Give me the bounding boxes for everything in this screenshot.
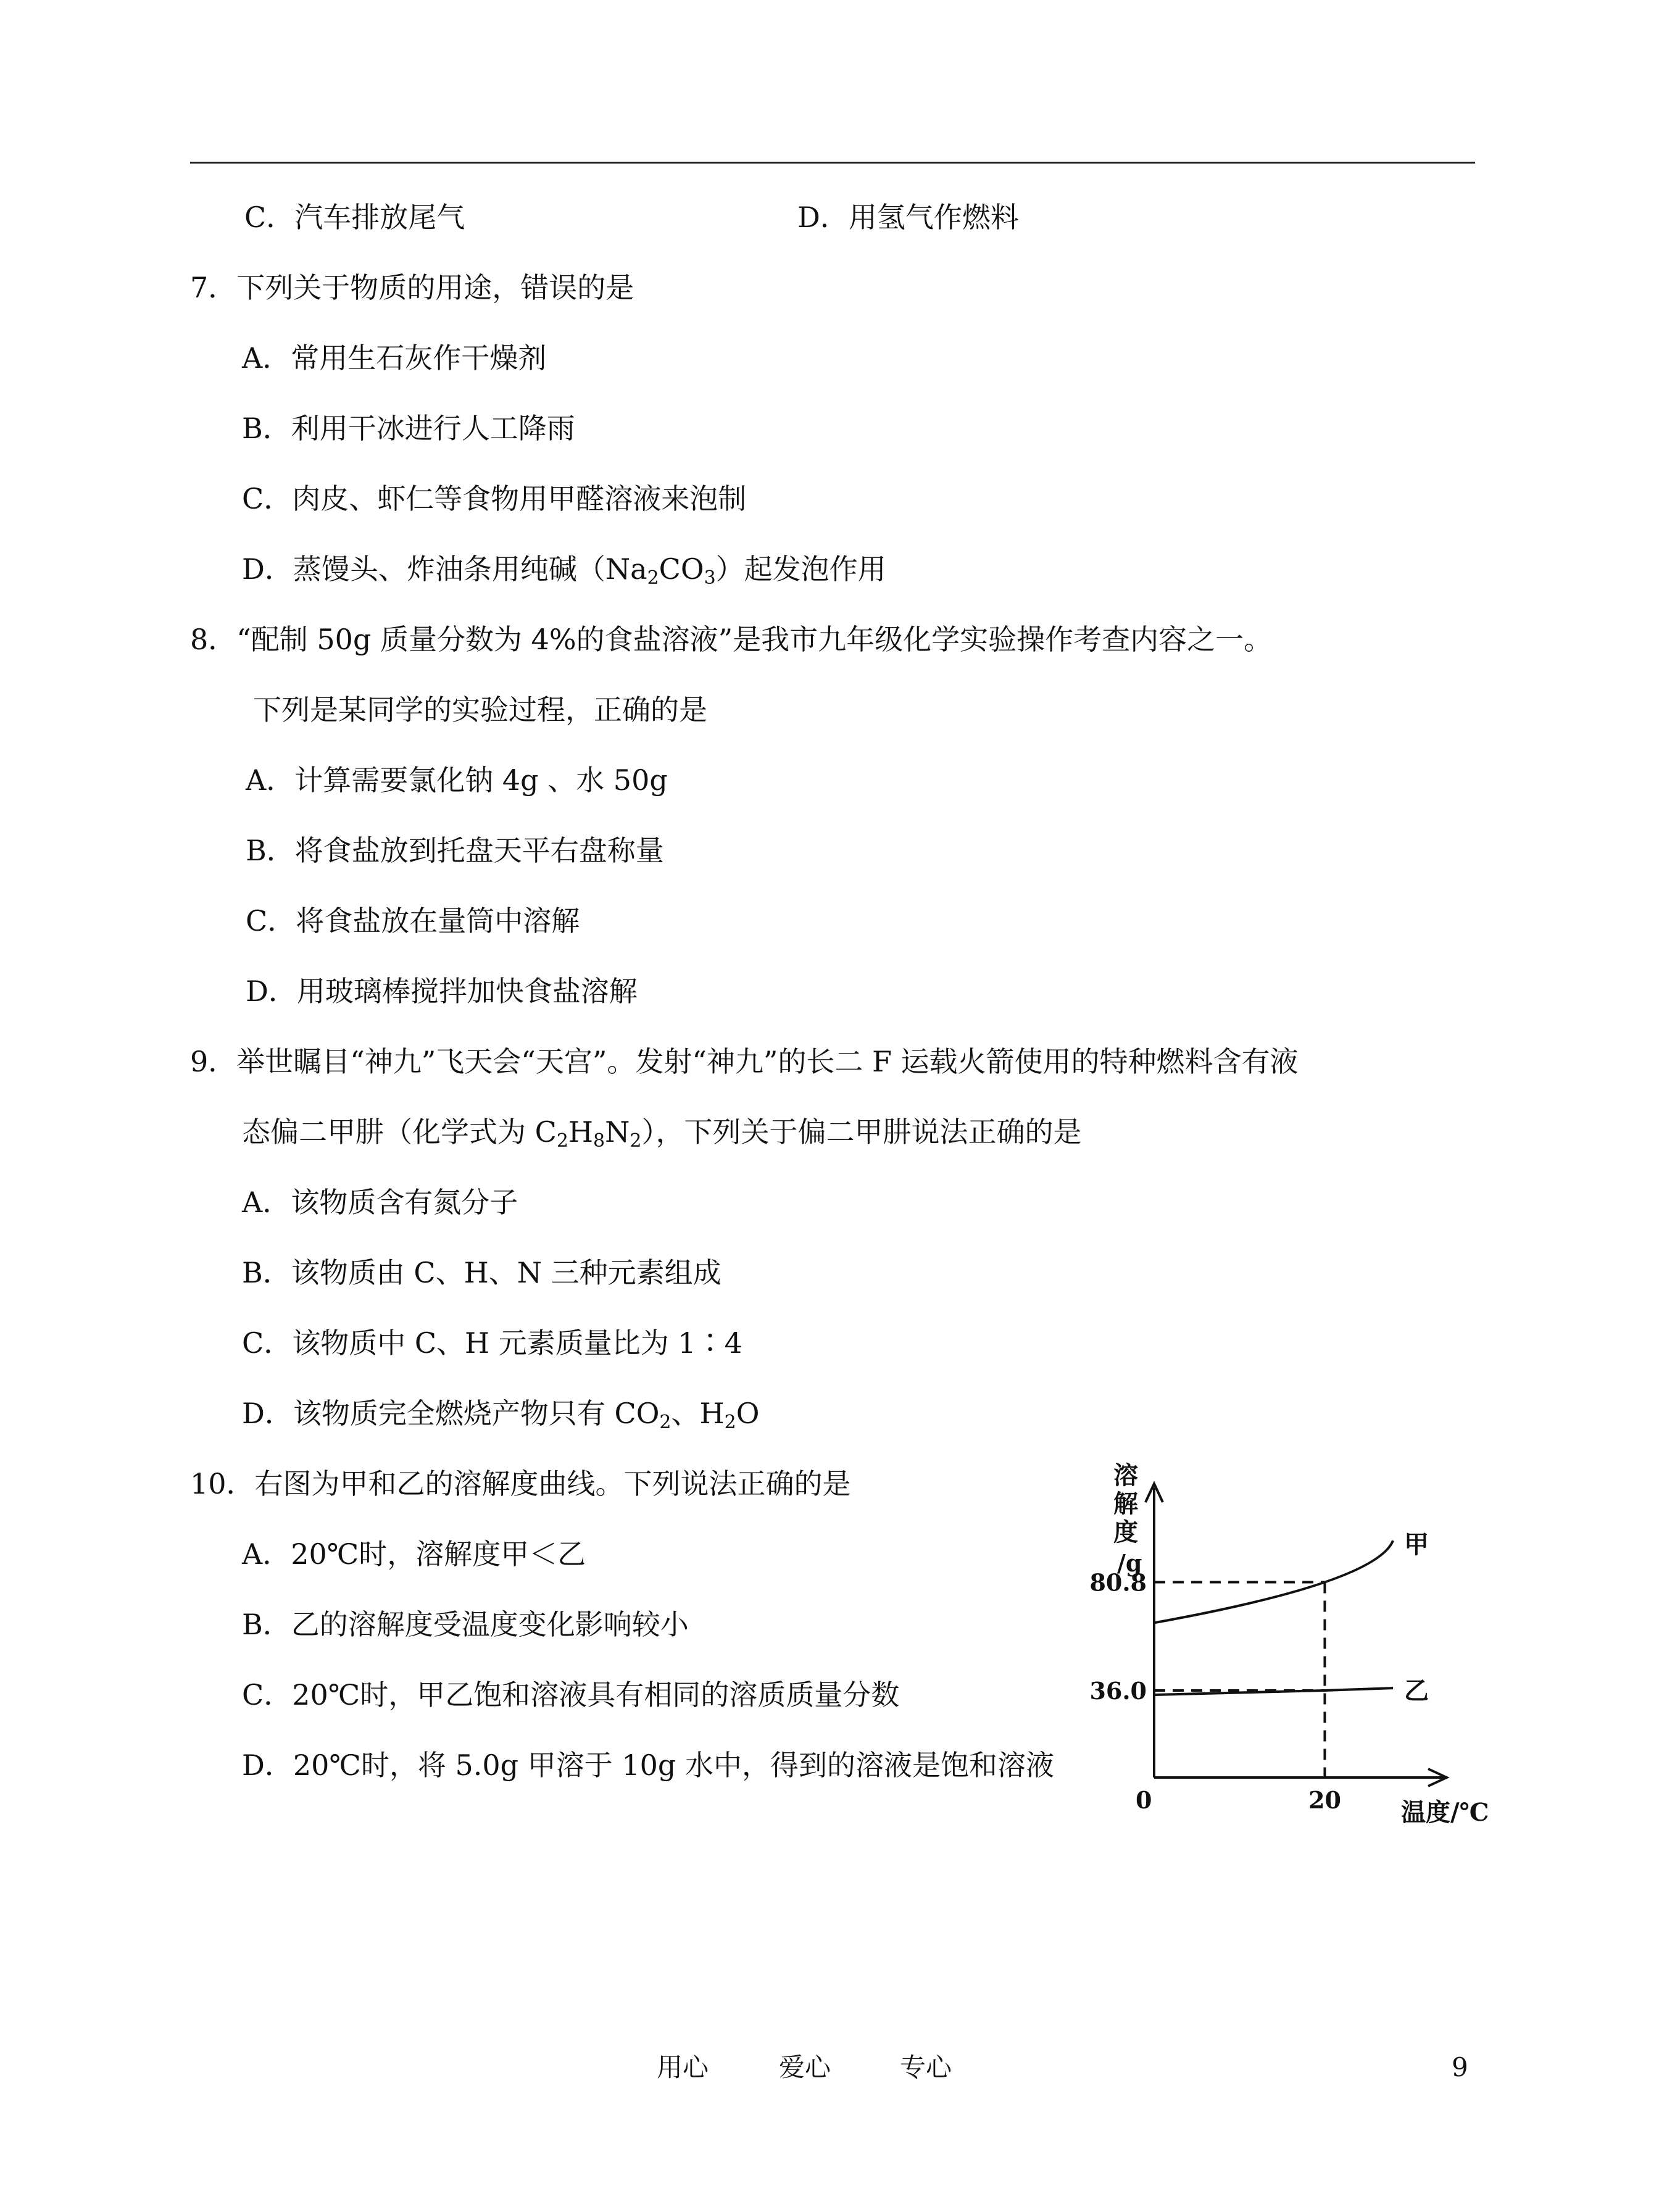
- solubility-chart: [1049, 1450, 1518, 1845]
- q9-option-d-text: D．该物质完全燃烧产物只有 CO: [242, 1397, 660, 1430]
- subscript: 2: [556, 1130, 568, 1152]
- x-tick-20: 20: [1308, 1786, 1341, 1814]
- q10-option-d: D．20℃时，将 5.0g 甲溶于 10g 水中，得到的溶液是饱和溶液: [242, 1748, 1054, 1782]
- series-yi-label: 乙: [1404, 1676, 1429, 1706]
- q9-option-d-formula: 、H: [671, 1397, 725, 1430]
- q9-stem-text: 态偏二甲肼（化学式为 C: [242, 1115, 557, 1149]
- subscript: 2: [724, 1412, 736, 1433]
- q9-stem-line1: 9．举世瞩目“神九”飞天会“天宫”。发射“神九”的长二 F 运载火箭使用的特种燃料含有液: [190, 1045, 1299, 1078]
- y-label-unit: /g: [1117, 1549, 1142, 1577]
- y-label-char-1: 溶: [1113, 1461, 1138, 1490]
- y-label-char-2: 解: [1113, 1489, 1138, 1518]
- y-label-char-3: 度: [1113, 1518, 1138, 1547]
- q9-option-d: [242, 1395, 759, 1432]
- series-yi-line: [1154, 1688, 1393, 1695]
- y-tick-36-0: 36.0: [1089, 1677, 1147, 1705]
- q6-option-d: D．用氢气作燃料: [797, 201, 1019, 234]
- q9-option-d-text-end: O: [736, 1397, 760, 1430]
- q8-stem-line1: 8．“配制 50g 质量分数为 4%的食盐溶液”是我市九年级化学实验操作考查内容之一。: [190, 623, 1273, 656]
- q9-stem-line2: [242, 1113, 1081, 1150]
- q7-option-c: C．肉皮、虾仁等食物用甲醛溶液来泡制: [242, 482, 747, 515]
- q9-stem-text-end: ），下列关于偏二甲肼说法正确的是: [641, 1115, 1082, 1149]
- q7-option-d-formula: CO: [659, 552, 704, 586]
- subscript: 8: [593, 1130, 605, 1152]
- q9-option-b: B．该物质由 C、H、N 三种元素组成: [242, 1256, 721, 1289]
- footer-motto-2: 爱心: [779, 2052, 831, 2082]
- q7-option-d-text-end: ）起发泡作用: [715, 552, 886, 586]
- q7-option-d-text: D．蒸馒头、炸油条用纯碱（Na: [242, 552, 647, 586]
- q9-option-a: A．该物质含有氮分子: [242, 1186, 518, 1219]
- formula-element: N: [605, 1115, 630, 1149]
- q8-option-c: C．将食盐放在量筒中溶解: [246, 904, 580, 938]
- footer-motto-3: 专心: [900, 2052, 952, 2082]
- page-number: 9: [1452, 2052, 1468, 2082]
- series-jia-label: 甲: [1404, 1530, 1429, 1560]
- q8-option-a: A．计算需要氯化钠 4g 、水 50g: [246, 763, 668, 797]
- q7-option-b: B．利用干冰进行人工降雨: [242, 412, 575, 445]
- q8-stem-line2: 下列是某同学的实验过程，正确的是: [253, 693, 707, 726]
- q8-option-d: D．用玻璃棒搅拌加快食盐溶解: [246, 975, 638, 1008]
- q6-option-c: C．汽车排放尾气: [244, 201, 465, 234]
- formula-element: H: [568, 1115, 594, 1149]
- y-tick-80-8: 80.8: [1089, 1568, 1147, 1597]
- q9-option-c: C．该物质中 C、H 元素质量比为 1∶4: [242, 1326, 742, 1360]
- header-rule: [190, 162, 1475, 164]
- q7-option-a: A．常用生石灰作干燥剂: [242, 341, 547, 375]
- q10-option-a: A．20℃时，溶解度甲＜乙: [242, 1537, 586, 1571]
- x-tick-0: 0: [1136, 1786, 1152, 1814]
- subscript: 2: [630, 1130, 642, 1152]
- subscript: 3: [704, 567, 716, 589]
- q10-option-c: C．20℃时，甲乙饱和溶液具有相同的溶质质量分数: [242, 1678, 900, 1711]
- x-label: 温度/℃: [1401, 1798, 1489, 1827]
- subscript: 2: [659, 1412, 672, 1433]
- q10-option-b: B．乙的溶解度受温度变化影响较小: [242, 1608, 689, 1641]
- footer-motto-1: 用心: [657, 2052, 709, 2082]
- q10-stem: 10．右图为甲和乙的溶解度曲线。下列说法正确的是: [190, 1467, 851, 1500]
- subscript: 2: [647, 567, 659, 589]
- q8-option-b: B．将食盐放到托盘天平右盘称量: [246, 834, 664, 867]
- q7-option-d: [242, 551, 886, 588]
- q7-stem: 7．下列关于物质的用途，错误的是: [190, 271, 634, 304]
